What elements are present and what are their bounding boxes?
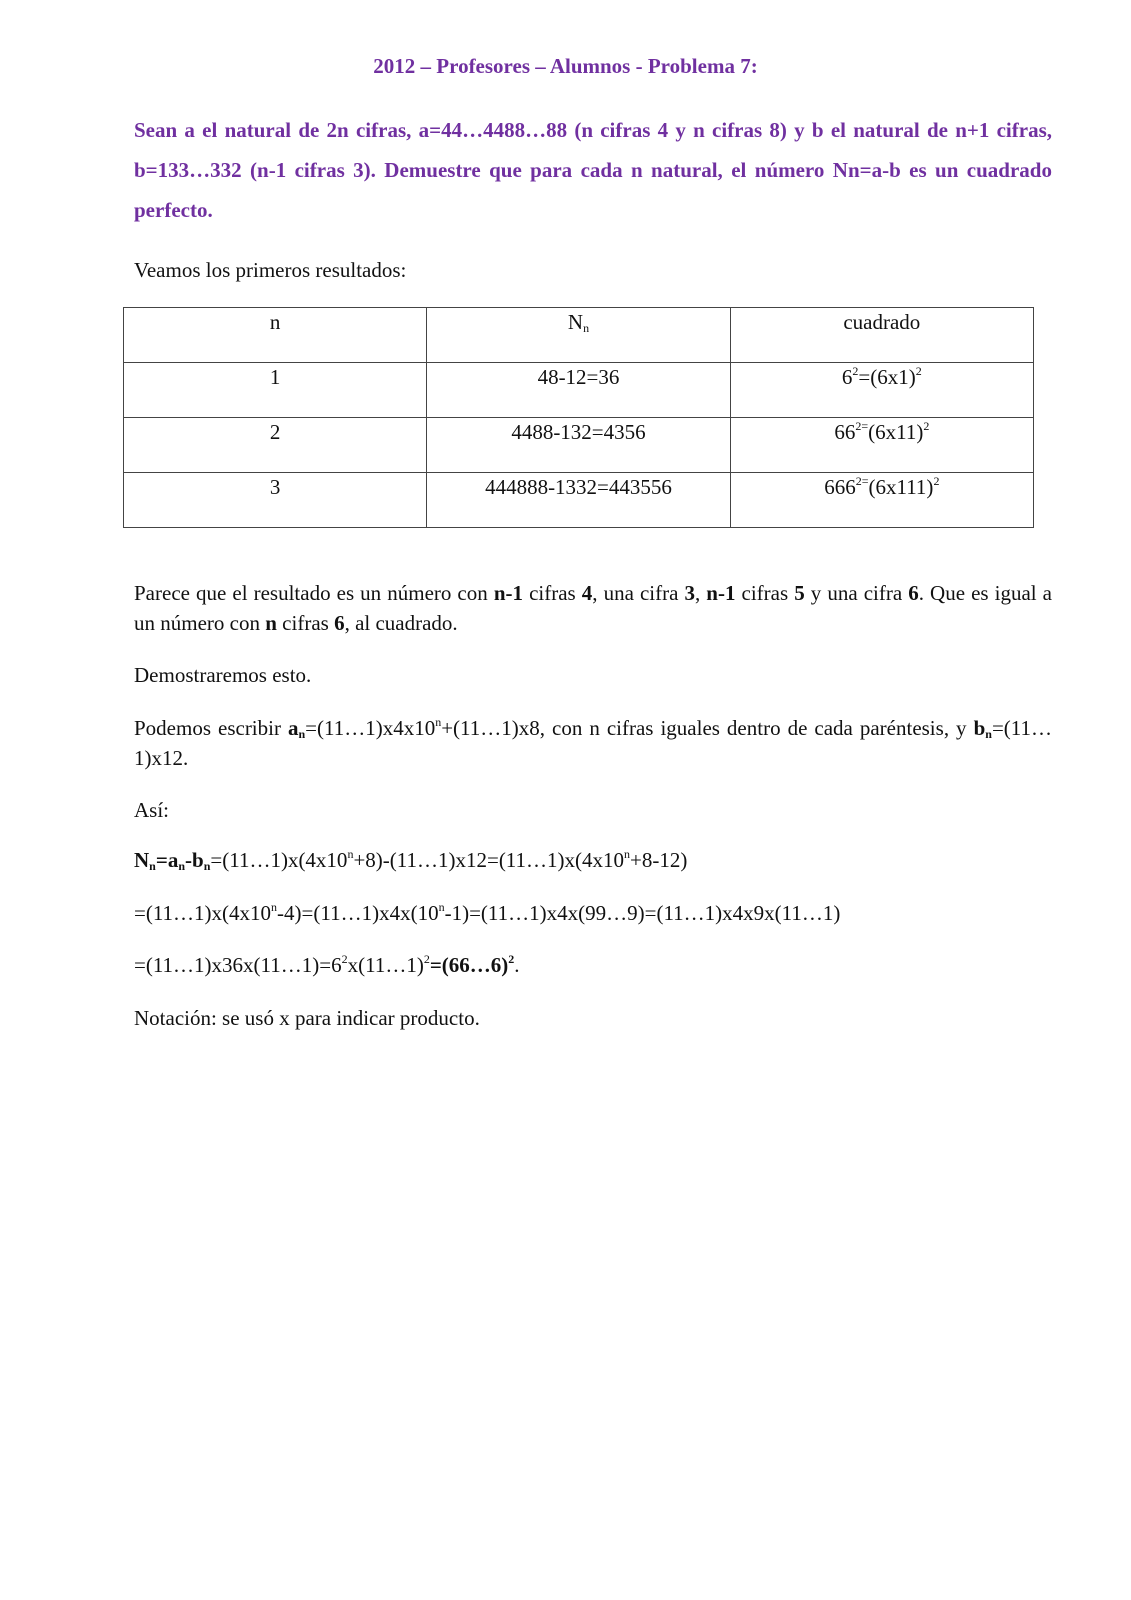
bold-run: 6 [334,611,345,635]
text-run: Parece que el resultado es un número con [134,581,494,605]
header-nn-base: N [567,310,584,334]
bold-run: 3 [684,581,695,605]
text-run: cifras [276,611,335,635]
superscript: n [271,900,278,914]
cell-cuadrado [730,418,1033,473]
subscript: n [203,859,211,873]
header-nn [427,308,730,363]
text-run: +(11…1)x8, con n cifras iguales dentro de cada paréntesis, y [441,716,974,740]
sq-mid: (6x11) [868,420,924,444]
subscript: n [298,727,306,741]
text-run: x(11…1) [347,953,424,977]
text-run: . [514,953,520,977]
text-run: =(11…1)x4x10 [305,716,436,740]
podemos-paragraph [134,713,1052,773]
sq-mid: =(6x1) [858,365,916,389]
sq-mid: (6x111) [868,475,934,499]
text-run: =(11…1)x12. [134,716,1052,770]
superscript: n [624,847,631,861]
text-run: cifras [523,581,582,605]
table-header-row [124,308,1034,363]
equation-line-1 [134,845,1052,875]
cell-n: 1 [124,363,427,418]
text-run: , [694,581,707,605]
superscript: 2 [508,952,515,966]
observation-paragraph [134,578,1052,638]
table-row [124,418,1034,473]
results-table [123,307,1034,528]
bold-run: b [973,716,986,740]
superscript: 2 [341,952,348,966]
sq-exp2: 2 [915,364,922,378]
cell-n: 3 [124,473,427,528]
sq-exp: 2= [855,419,869,433]
superscript: n [347,847,354,861]
text-run: y una cifra [804,581,909,605]
text-run: +8-12) [630,848,688,872]
sq-base: 66 [834,420,856,444]
sq-exp: 2= [855,474,869,488]
bold-run: =a [155,848,179,872]
table-row [124,363,1034,418]
bold-run: 4 [581,581,593,605]
subscript: n [985,727,992,741]
bold-run: n-1 [493,581,524,605]
text-run: -4)=(11…1)x4x(10 [277,901,439,925]
sq-exp: 2 [852,364,859,378]
cell-nn: 4488-132=4356 [427,418,730,473]
bold-run: N [134,848,150,872]
bold-run: -b [185,848,204,872]
text-run: , una cifra [592,581,685,605]
sq-exp2: 2 [933,474,940,488]
problem-title: 2012 – Profesores – Alumnos - Problema 7: [373,54,758,78]
bold-run: =(66…6) [429,953,509,977]
bold-run: n [265,611,277,635]
sq-exp2: 2 [923,419,930,433]
subscript: n [149,859,156,873]
text-run: -1)=(11…1)x4x(99…9)=(11…1)x4x9x(11…1) [444,901,841,925]
demostraremos-paragraph: Demostraremos esto. [134,663,312,687]
table-row [124,473,1034,528]
intro-paragraph: Veamos los primeros resultados: [134,258,407,282]
asi-paragraph: Así: [134,798,170,822]
cell-nn: 48-12=36 [427,363,730,418]
text-run: cifras [735,581,795,605]
header-n: n [124,308,427,363]
text-run: , al cuadrado. [344,611,458,635]
header-nn-sub: n [583,321,590,335]
cell-n: 2 [124,418,427,473]
superscript: n [438,900,445,914]
text-run: =(11…1)x(4x10 [134,901,272,925]
notation-paragraph: Notación: se usó x para indicar producto. [134,1006,480,1030]
text-run: =(11…1)x(4x10 [210,848,348,872]
bold-run: 6 [908,581,919,605]
cell-cuadrado [730,363,1033,418]
bold-run: n-1 [706,581,736,605]
cell-nn: 444888-1332=443556 [427,473,730,528]
sq-base: 666 [824,475,856,499]
problem-statement: Sean a el natural de 2n cifras, a=44…4488…88 (n cifras 4 y n cifras 8) y b el natural de n+1 cifras, b=133…332 (n-1 cifras 3). Demuestre que para cada n natural, el número Nn=a-b es un cuadrado perfecto. [134,118,1052,222]
subscript: n [178,859,186,873]
equation-line-2 [134,898,1052,928]
header-cuadrado: cuadrado [730,308,1033,363]
sq-base: 6 [841,365,853,389]
bold-run: a [287,716,299,740]
equation-line-3 [134,950,1052,980]
superscript: 2 [423,952,430,966]
text-run: . Que es igual a un número con [134,581,1052,635]
text-run: Podemos escribir [134,716,288,740]
bold-run: 5 [794,581,805,605]
superscript: n [435,715,442,729]
cell-cuadrado [730,473,1033,528]
text-run: +8)-(11…1)x12=(11…1)x(4x10 [353,848,625,872]
text-run: =(11…1)x36x(11…1)=6 [134,953,342,977]
